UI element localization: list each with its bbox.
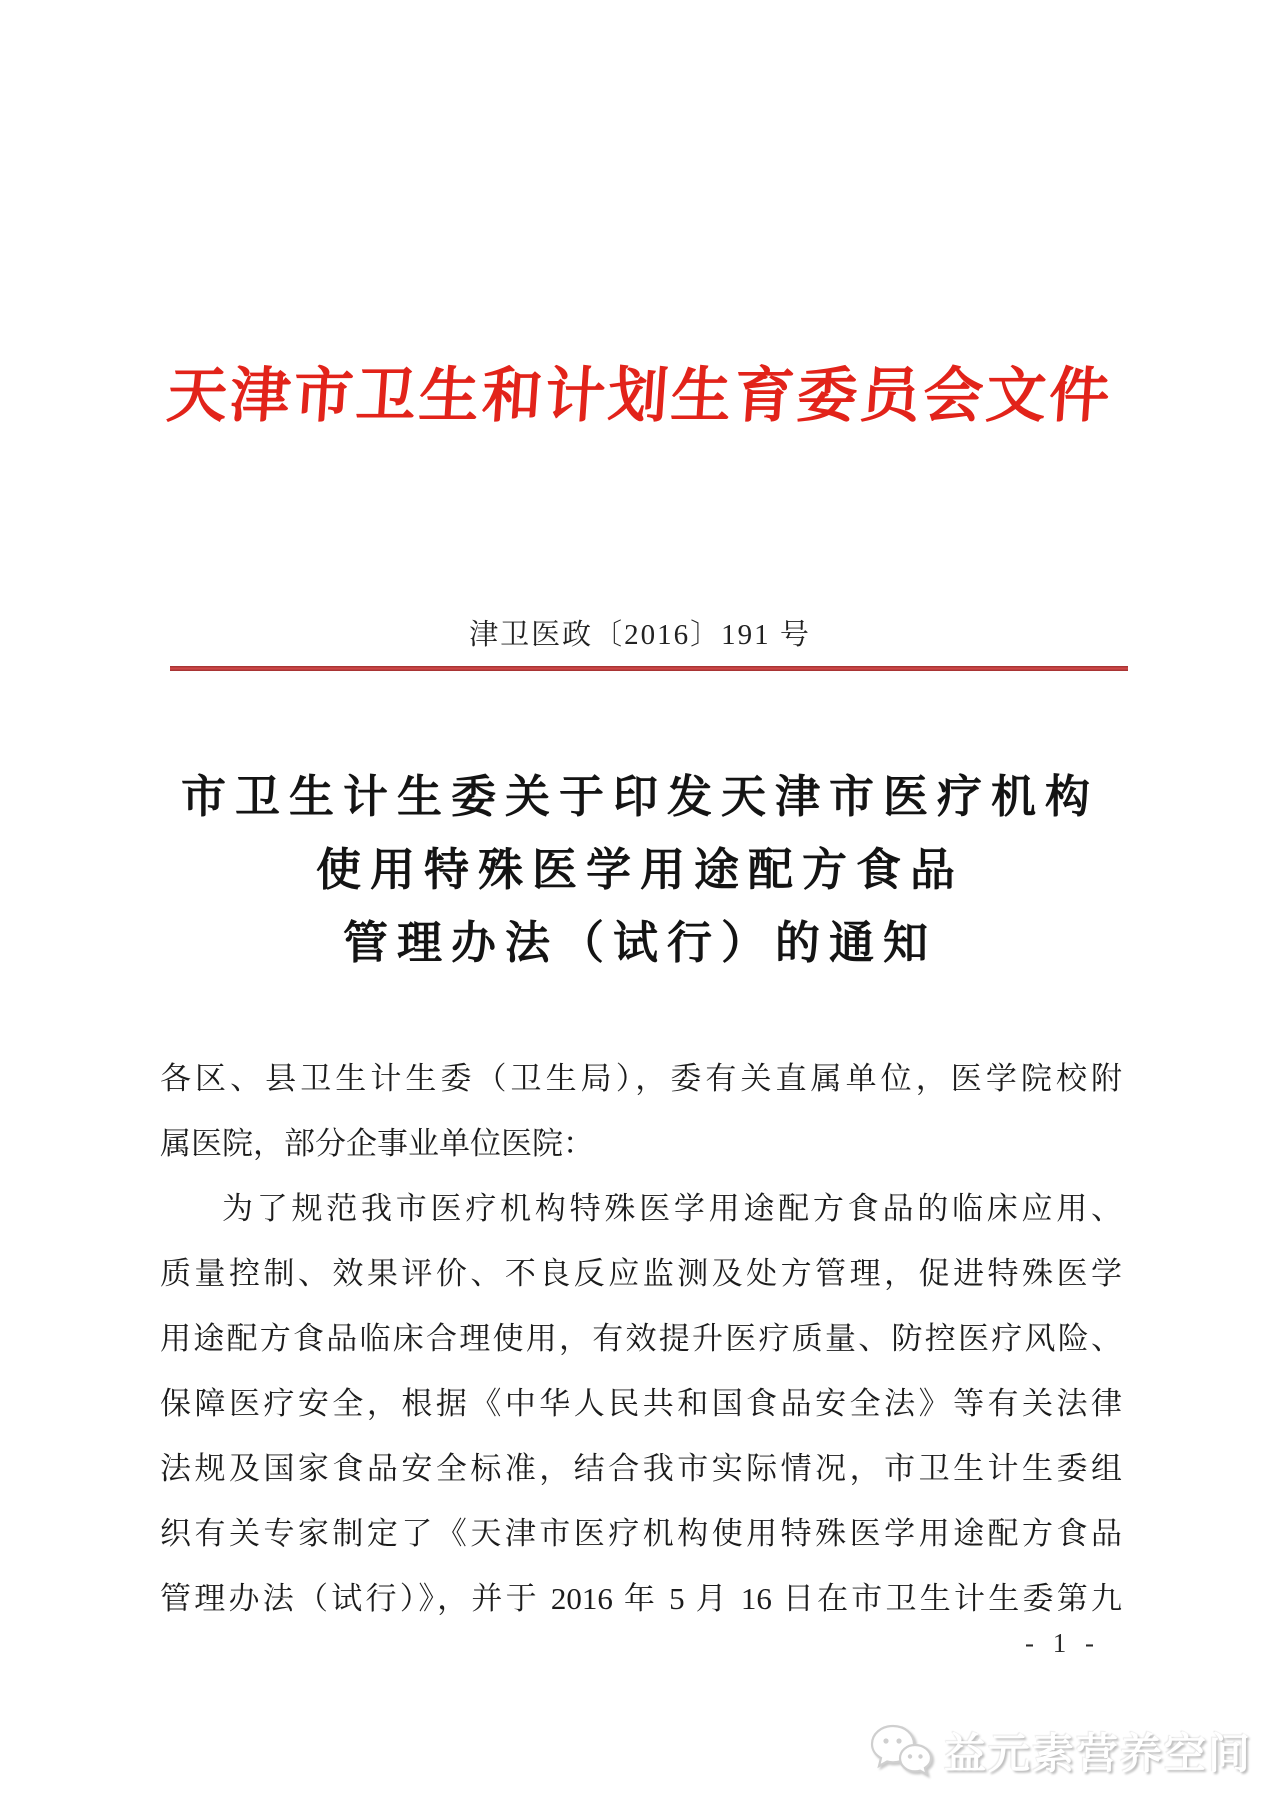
body-line: 法规及国家食品安全标准，结合我市实际情况，市卫生计生委组 [160,1451,1122,1486]
document-title-line-3: 管理办法（试行）的通知 [342,916,937,969]
document-title-line-1: 市卫生计生委关于印发天津市医疗机构 [180,770,1099,823]
red-divider-rule [170,666,1128,671]
body-line: 质量控制、效果评价、不良反应监测及处方管理，促进特殊医学 [160,1256,1122,1291]
body-line: 管理办法（试行）》，并于 2016 年 5 月 16 日在市卫生计生委第九 [160,1581,1122,1616]
body-line: 用途配方食品临床合理使用，有效提升医疗质量、防控医疗风险、 [160,1321,1122,1356]
document-title-line-2: 使用特殊医学用途配方食品 [315,843,964,896]
watermark-label: 益元素营养空间 [943,1729,1252,1778]
body-line: 属医院，部分企事业单位医院： [160,1126,594,1161]
body-line: 各区、县卫生计生委（卫生局），委有关直属单位，医学院校附 [160,1061,1122,1096]
org-header-title: 天津市卫生和计划生育委员会文件 [164,361,1115,431]
document-title [0,760,1280,979]
page-number: - 1 - [1025,1628,1100,1658]
document-number: 津卫医政〔2016〕191 号 [469,619,811,651]
body-line: 织有关专家制定了《天津市医疗机构使用特殊医学用途配方食品 [160,1516,1122,1551]
body-line: 保障医疗安全，根据《中华人民共和国食品安全法》等有关法律 [160,1386,1122,1421]
document-body [160,1046,1122,1631]
wechat-chat-bubbles-icon [868,1718,934,1784]
body-line: 为了规范我市医疗机构特殊医学用途配方食品的临床应用、 [222,1191,1122,1226]
footer-watermark [868,1718,1252,1784]
